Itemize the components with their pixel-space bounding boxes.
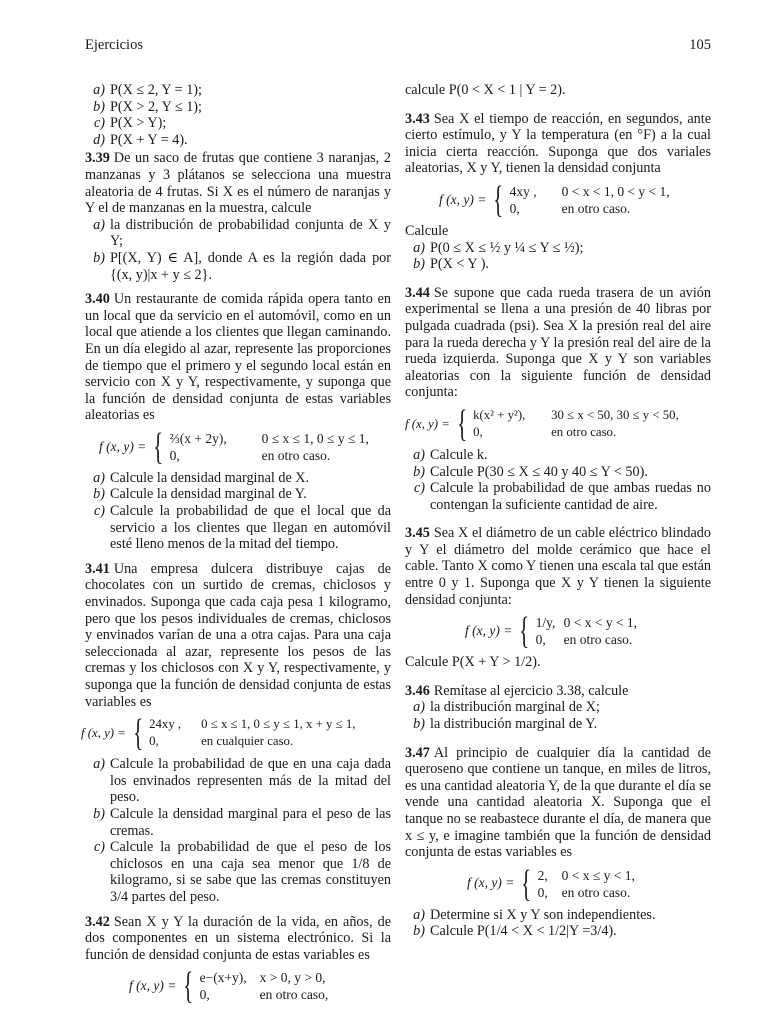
density-equation: f (x, y) = { 4xy , 0 < x < 1, 0 < y < 1, 0, en otro caso. [439,178,670,221]
density-equation: f (x, y) = { k(x² + y²), 30 ≤ x < 50, 30 ≤ y < 50, 0, en otro caso. [405,402,679,445]
exercise-3-39: 3.39 De un saco de frutas que contiene 3 naranjas, 2 manzanas y 3 plátanos se selecciona una muestra aleatoria de 4 frutas. Si X es el número de naranjas y Y el de manzanas en la muestra, calcule a) la distribución de probabilidad conjunta de X y Y; b) P[(X, Y) ∈ A], donde A es la región dada por {(x, y)|x + y ≤ 2}. [85,150,391,283]
left-column [81,82,391,1011]
exercise-3-47: 3.47 Al principio de cualquier día la cantidad de queroseno que contiene un tanque, en miles de litros, es una cantidad aleatoria Y, de la que durante el día se vende una cantidad aleatoria X. Suponga que el tanque no se reabastece durante el día, de manera que x ≤ y, e imagine también que la función de densidad conjunta de estas variables es f (x, y) = { 2, 0 < x ≤ y < 1, 0, en otro caso. a) Determine si X y Y son independientes. b) Calcule P(1/4 < X < 1/2|Y =3/4). [405,744,711,940]
list-item: a) Calcule la probabilidad de que en una caja dada los envinados representen más de la mitad del peso. [93,756,391,806]
list-item: c) Calcule la probabilidad de que el local que da servicio a los clientes que llegan en automóvil esté lleno menos de la mitad del tiempo. [93,503,391,553]
exercise-3-43: 3.43 Sea X el tiempo de reacción, en segundos, ante cierto estímulo, y Y la temperatura (en °F) a la cual inicia cierta reacción. Suponga que dos variales aleatorias, X y Y, tienen la densidad conjunta f (x, y) = { 4xy , 0 < x < 1, 0 < y < 1, 0, en otro caso. Calcule a) P(0 ≤ X ≤ ½ y ¼ ≤ Y ≤ ½); b) P(X < Y ). [405,110,711,273]
exercise-3-41: 3.41 Una empresa dulcera distribuye cajas de chocolates con un surtido de cremas, chiclosos y envinados. Suponga que cada caja pesa 1 kilogramo, pero que los pesos individuales de cremas, chiclosos y envinados varían de una a otra cajas. Para una caja seleccionada al azar, represente los pesos de las cremas y los chiclosos con X y Y, respectivamente, y suponga que la función de densidad conjunta de estas variables es f (x, y) = { 24xy , 0 ≤ x ≤ 1, 0 ≤ y ≤ 1, x + y ≤ 1, 0, en cualquier caso. a) Calcule la probabilidad de que en una caja dada los envinados representen más de la mitad del peso. b) Calcule la densidad marginal para el peso de las cremas. c) Calcule la probabilidad de que el peso de los chiclosos en una caja sea menor que 1/8 de kilogramo, si se sabe que las cremas constituyen 3/4 partes del peso. [81,560,391,905]
exercise-3-40: 3.40 Un restaurante de comida rápida opera tanto en un local que da servicio en el automóvil, como en un local que atiende a los clientes que llegan caminando. En un día elegido al azar, represente las proporciones de tiempo que el primero y el segundo local están en servicio con X y Y, respectivamente, y suponga que la función de densidad conjunta de estas variables aleatorias es f (x, y) = { ⅔(x + 2y), 0 ≤ x ≤ 1, 0 ≤ y ≤ 1, 0, en otro caso. a) Calcule la densidad marginal de X. b) Calcule la densidad marginal de Y. c) Calcule la probabilidad de que el local que da servicio a los clientes que llegan en automóvil esté lleno menos de la mitad del tiempo. [85,291,391,553]
list-item: b) P[(X, Y) ∈ A], donde A es la región dada por {(x, y)|x + y ≤ 2}. [93,249,391,283]
list-item: b) Calcule la densidad marginal de Y. [93,486,307,503]
list-item: a) P(X ≤ 2, Y = 1); [93,82,202,98]
running-title: Ejercicios [85,37,143,53]
list-item: a) Determine si X y Y son independientes. [413,906,656,923]
exercise-3-42: 3.42 Sean X y Y la duración de la vida, en años, de dos componentes en un sistema electrónico. Si la función de densidad conjunta de estas variables es f (x, y) = { e−(x+y), x > 0, y > 0, 0, en otro caso, [85,913,391,1008]
list-item: a) Calcule la densidad marginal de X. [93,469,310,486]
list-item: a) la distribución marginal de X; [413,699,600,716]
list-item: c) Calcule la probabilidad de que ambas ruedas no contengan la suficiente cantidad de aire. [413,480,711,513]
list-item: b) P(X < Y ). [413,256,489,273]
exercise-3-42-continuation: calcule P(0 < X < 1 | Y = 2). [405,82,566,98]
list-item: b) P(X > 2, Y ≤ 1); [93,98,202,115]
density-equation: f (x, y) = { ⅔(x + 2y), 0 ≤ x ≤ 1, 0 ≤ y ≤ 1, 0, en otro caso. [99,425,369,468]
list-item: a) la distribución de probabilidad conjunta de X y Y; [93,216,391,250]
list-item: b) la distribución marginal de Y. [413,716,598,733]
page-header [85,37,711,54]
list-item: b) Calcule la densidad marginal para el peso de las cremas. [93,805,391,839]
density-equation: f (x, y) = { 2, 0 < x ≤ y < 1, 0, en otro caso. [467,862,635,905]
list-item: a) P(0 ≤ X ≤ ½ y ¼ ≤ Y ≤ ½); [413,239,584,256]
list-item: c) P(X > Y); [93,115,167,132]
list-item: b) Calcule P(30 ≤ X ≤ 40 y 40 ≤ Y < 50). [413,463,648,480]
list-item: b) Calcule P(1/4 < X < 1/2|Y =3/4). [413,923,617,940]
list-item: a) Calcule k. [413,446,488,463]
list-item: d) P(X + Y = 4). [93,131,188,148]
page-number: 105 [689,37,711,53]
density-equation: f (x, y) = { 24xy , 0 ≤ x ≤ 1, 0 ≤ y ≤ 1, x + y ≤ 1, 0, en cualquier caso. [81,712,356,755]
right-column [405,82,711,948]
list-item: c) Calcule la probabilidad de que el peso de los chiclosos en una caja sea menor que 1/8 de kilogramo, si se sabe que las cremas constituyen 3/4 partes del peso. [93,839,391,905]
density-equation: f (x, y) = { e−(x+y), x > 0, y > 0, 0, en otro caso, [129,965,329,1008]
exercise-3-46: 3.46 Remítase al ejercicio 3.38, calcule a) la distribución marginal de X; b) la distribución marginal de Y. [405,683,711,733]
exercise-3-44: 3.44 Se supone que cada rueda trasera de un avión experimental se llena a una presión de 40 libras por pulgada cuadrada (psi). Sea X la presión real del aire para la rueda derecha y Y la presión real del aire de la rueda izquierda. Suponga que X y Y son variables aleatorias con la siguiente función de densidad conjunta: f (x, y) = { k(x² + y²), 30 ≤ x < 50, 30 ≤ y < 50, 0, en otro caso. a) Calcule k. b) Calcule P(30 ≤ X ≤ 40 y 40 ≤ Y < 50). c) Calcule la probabilidad de que ambas ruedas no contengan la suficiente cantidad de aire. [405,284,711,513]
density-equation: f (x, y) = { 1/y, 0 < x < y < 1, 0, en otro caso. [465,610,638,653]
exercise-3-45: 3.45 Sea X el diámetro de un cable eléctrico blindado y Y el diámetro del molde cerámico que hace el cable. Tanto X como Y tienen una escala tal que están entre 0 y 1. Suponga que X y Y tienen la siguiente densidad conjunta: f (x, y) = { 1/y, 0 < x < y < 1, 0, en otro caso. Calcule P(X + Y > 1/2). [405,525,711,671]
exercise-3-38-items [85,82,391,148]
